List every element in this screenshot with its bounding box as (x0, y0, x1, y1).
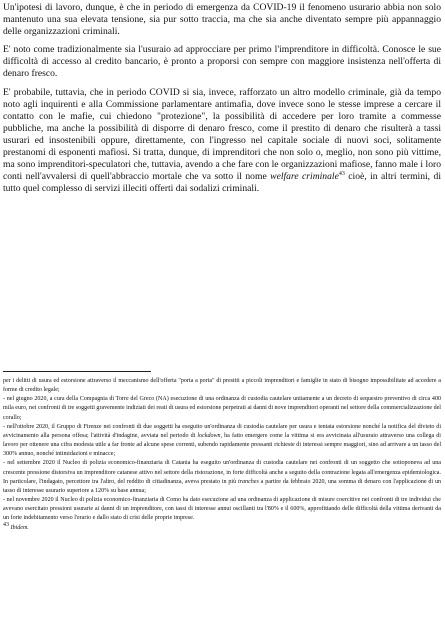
footnote-43-text: Ibidem. (10, 524, 29, 531)
footnote-43-number: 43 (3, 521, 9, 528)
footnote-item-firenze (3, 423, 441, 460)
paragraph-2: E' noto come tradizionalmente sia l'usuraio ad approcciare per primo l'imprenditore in difficoltà. Conosce le sue difficoltà di accesso al credito bancario, è pronto a proporsi con sempre con maggiore insistenza nell'offerta di denaro fresco. (3, 44, 441, 80)
footnote-item-firenze-text-b: , ha fatto emergere come la vittima si era avvicinata all'usuraio attraverso una collega di lavoro per ottenere una cifra modesta utile a far fronte ad alcune spese correnti, subendo rapidamente pressanti richieste di interessi sempre maggiori, sino ad arrivare a un tasso del 300% annuo, nonché intimidazioni e minacce; (3, 432, 441, 458)
footnote-43 (3, 521, 441, 533)
body-text (3, 2, 441, 201)
footnote-item-torre-del-greco: - nel giugno 2020, a cura della Compagnia di Torre del Greco (NA) esecuzione di una ordinanza di custodia cautelare unitamente a un decreto di sequestro preventivo di circa 400 mila euro, nei confronti di tre soggetti gravemente indiziati dei reati di usura ed estorsione perpetrati ai danni di nove imprenditori operanti nel settore della commercializzazione del corallo; (3, 396, 441, 421)
paragraph-3 (3, 87, 441, 196)
footnote-item-catania (3, 459, 441, 496)
footnotes-section (3, 377, 441, 533)
paragraph-3-main: E' probabile, tuttavia, che in periodo COVID si sia, invece, rafforzato un altro modello criminale, già da tempo noto agli inquirenti e alla Commissione parlamentare antimafia, dove invece sono le stesse imprese a cercare il contatto con le mafie, cui chiedono "protezione", la possibilità di accedere per loro tramite a commesse pubbliche, ma anche la possibilità di disporre di denaro fresco, come il prestito di denaro che risulterà a tassi usurari ed insostenibili oppure, direttamente, con l'ingresso nel capitale sociale di nuovi soci, solitamente prestanomi di esponenti mafiosi. Si tratta, dunque, di imprenditori che non solo o, meglio, non sono più vittime, ma sono imprenditori-speculatori che, tuttavia, avendo a che fare con le organizzazioni mafiose, fanno male i loro conti nell'avvalersi di quell'abbraccio mortale che va sotto il nome (3, 86, 441, 183)
paragraph-3-italic-term: welfare criminale (270, 171, 339, 183)
footnote-item-firenze-text-a: - nell'ottobre 2020, il Gruppo di Firenze nei confronti di due soggetti ha eseguito un'ordinanza di custodia cautelare per usura e tentata estorsione nonché la notifica del divieto di avvicinamento alla persona offesa; l'attività d'indagine, avviata nel periodo di (3, 423, 441, 439)
footnote-continuation: per i delitti di usura ed estorsione attraverso il meccanismo dell'offerta "porta a porta" di prestiti a piccoli imprenditori e famiglie in stato di bisogno impossibilitate ad accedere a forme di credito legale; (3, 378, 441, 394)
footnote-item-catania-italic: tranches (237, 478, 259, 485)
footnote-item-catania-text-b: a partire da febbraio 2020, una somma di denaro con l'applicazione di un tasso di interesse usurario superiore a 120% su base annua; (3, 478, 441, 494)
footnote-separator (3, 371, 151, 372)
footnote-reference-43[interactable]: 43 (338, 171, 345, 178)
paragraph-3-tail: cioè, in altri termini, di tutto quel complesso di servizi illeciti offerti dai sodalizi criminali. (3, 171, 441, 195)
paragraph-1: Un'ipotesi di lavoro, dunque, è che in periodo di emergenza da COVID-19 il fenomeno usurario abbia non solo mantenuto una sua elevata tensione, sia pur sotto traccia, ma che sia anche diventato sempre più appannaggio delle organizzazioni criminali. (3, 2, 441, 38)
footnote-item-catania-text-a: - nel settembre 2020 il Nucleo di polizia economico-finanziaria di Catania ha eseguito un'ordinanza di custodia cautelare nei confronti di un soggetto che sottoponeva ad una crescente pressione distorsiva un imprenditore catanese attivo nel settore della ristorazione, in forte difficoltà anche a seguito della contrazione legata all'emergenza epidemiologica. In particolare, l'indagato, percettore tra l'altro, del reddito di cittadinanza, aveva prestato in più (3, 460, 441, 485)
footnote-item-como: - nel novembre 2020 il Nucleo di polizia economico-finanziaria di Como ha dato esecuzione ad una ordinanza di applicazione di misure coercitive nei confronti di tre individui che avevano esercitato pressioni usurarie ai danni di un imprenditore, con tassi di interesse annui oscillanti tra l'80% e il 600%, approfittando delle difficoltà della vittima derivanti da un forte indebitamento verso l'erario e dallo stato di crisi delle proprie imprese. (3, 497, 441, 522)
footnote-item-firenze-italic: lockdown (197, 432, 221, 439)
